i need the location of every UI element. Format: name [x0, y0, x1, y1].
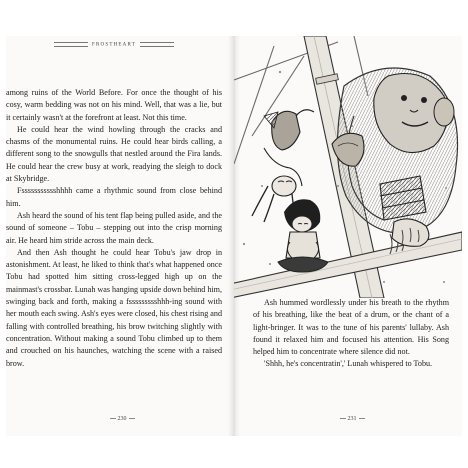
ornament-left — [54, 42, 88, 47]
paragraph: Fssssssssssshhhh came a rhythmic sound from close behind him. — [6, 186, 222, 208]
ash-figure — [278, 199, 328, 272]
ornament-right — [140, 42, 174, 47]
page-number-text: 231 — [347, 416, 357, 422]
illustration — [234, 36, 462, 298]
page-number-text: 230 — [117, 416, 127, 422]
paragraph: 'Shhh, he's concentratin',' Lunah whispered to Tobu. — [264, 359, 433, 369]
right-page-text — [253, 297, 449, 371]
paragraph: He could hear the wind howling through the cracks and chasms of the monumental ruins. He could hear birds calling, a different song to the snowgulls that nestled around the Fira lands. He could hear the crew busy at work, readying the sleigh to dock at Skybridge. — [6, 124, 222, 184]
paragraph: And then Ash thought he could hear Tobu's jaw drop in astonishment. At least, he liked to think that's what happened once Tobu had spotted him sitting cross-legged high up on the mainmast's crossbar. Lunah was hanging upside down behind him, swinging back and forth, making a fssssssssshhh-ing sound with her mouth each swing. Ash's eyes were closed, his chest rising and falling with controlled breathing, his brow twitching slightly with concentration. Without making a sound Tobu climbed up to them and crouched on his haunches, watching the scene with a raised brow. — [6, 247, 222, 368]
paragraph: among ruins of the World Before. For once the thought of his cosy, warm bedding was not on his mind. Well, that was a lie, but it certainly wasn't at the forefront at least. Not this time. — [6, 88, 222, 122]
paragraph: Ash hummed wordlessly under his breath to the rhythm of his breathing, like the beat of a drum, or the chant of a light-bringer. It was to the tune of his parents' lullaby. Ash found it relaxed him and focused his attention. His Song helped him to concentrate where silence did not. — [253, 298, 449, 357]
left-page-text — [6, 87, 222, 370]
page-number-left — [92, 416, 152, 422]
page-number-right — [322, 416, 382, 422]
paragraph: Ash heard the sound of his tent flap being pulled aside, and the sound of someone – Tobu – stepping out into the crisp morning air. He heard him stride across the main deck. — [6, 210, 222, 245]
running-head — [0, 42, 228, 48]
running-head-title: FROSTHEART — [92, 42, 136, 48]
